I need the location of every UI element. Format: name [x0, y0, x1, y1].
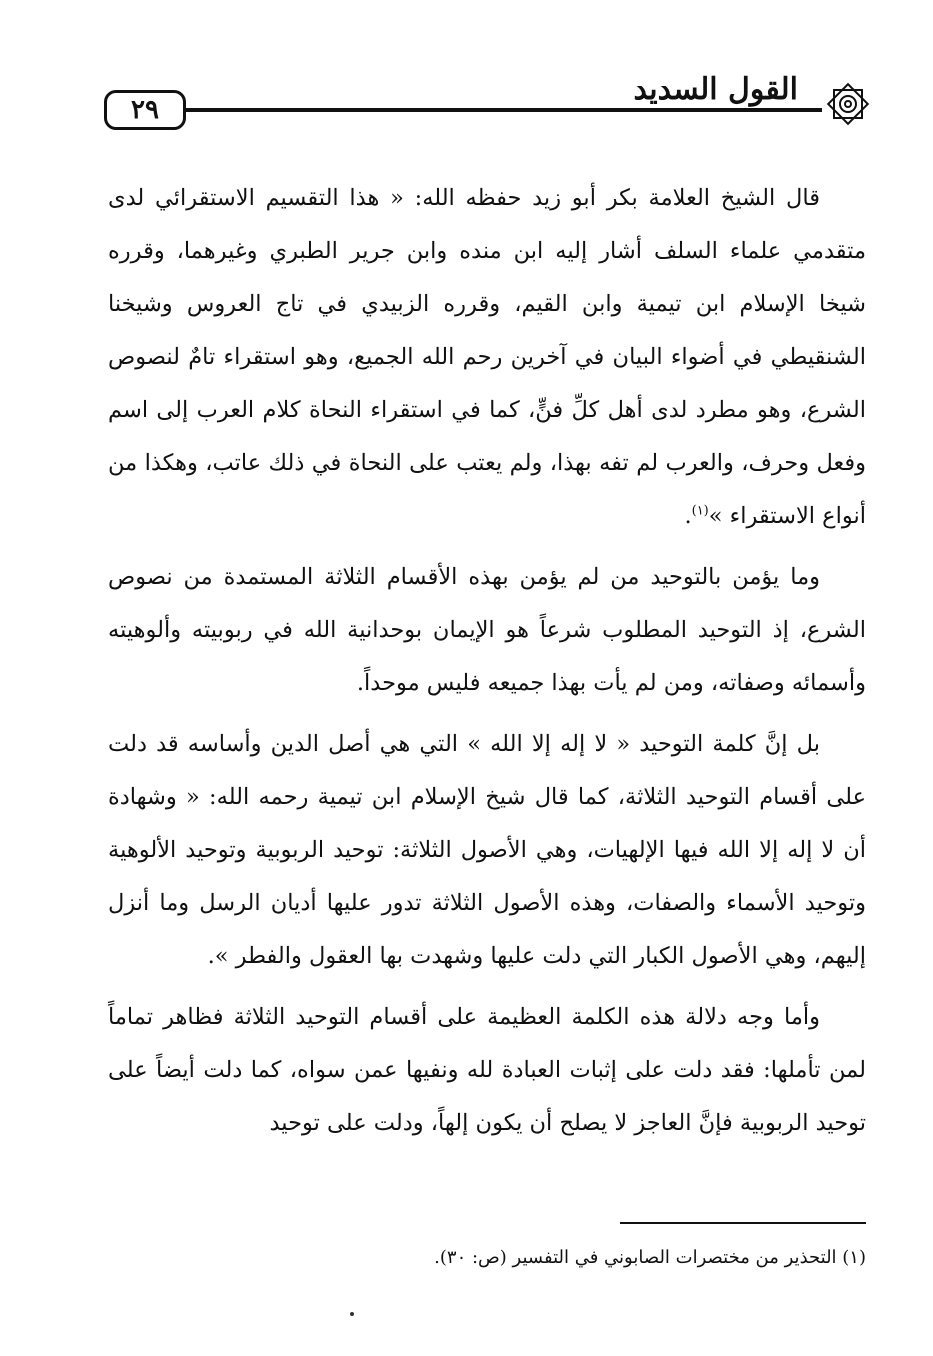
- paragraph-1-text: قال الشيخ العلامة بكر أبو زيد حفظه الله: « هذا التقسيم الاستقرائي لدى متقدمي علماء السلف أشار إليه ابن منده وابن جرير الطبري وغيرهما، وقرره شيخا الإسلام ابن تيمية وابن القيم، وقرره الزبيدي في تاج العروس وشيخنا الشنقيطي في أضواء البيان في آخرين رحم الله الجميع، وهو استقراء تامٌ لنصوص الشرع، وهو مطرد لدى أهل كلِّ فنٍّ، كما في استقراء النحاة كلام العرب إلى اسم وفعل وحرف، والعرب لم تفه بهذا، ولم يعتب على النحاة في ذلك عاتب، وهكذا من أنواع الاستقراء »: [108, 185, 866, 529]
- footnote-marker: (١): [691, 503, 709, 519]
- page-header: [104, 68, 874, 148]
- paragraph-1: [108, 172, 866, 543]
- header-rule: [184, 108, 822, 112]
- footnote: (١) التحذير من مختصرات الصابوني في التفسير (ص: ٣٠).: [434, 1247, 866, 1268]
- paragraph-1-end: .: [684, 503, 692, 529]
- page-speck: [350, 1312, 354, 1316]
- body-text: [108, 172, 866, 1150]
- page-number: ٢٩: [104, 90, 186, 130]
- paragraph-4: وأما وجه دلالة هذه الكلمة العظيمة على أقسام التوحيد الثلاثة فظاهر تماماً لمن تأملها: فقد دلت على إثبات العبادة لله ونفيها عمن سواه، كما دلت أيضاً على توحيد الربوبية فإنَّ العاجز لا يصلح أن يكون إلهاً، ودلت على توحيد: [108, 1004, 866, 1136]
- paragraph-2: وما يؤمن بالتوحيد من لم يؤمن بهذه الأقسام الثلاثة المستمدة من نصوص الشرع، إذ التوحيد المطلوب شرعاً هو الإيمان بوحدانية الله في ربوبيته وألوهيته وأسمائه وصفاته، ومن لم يأت بهذا جميعه فليس موحداً.: [108, 564, 866, 696]
- footnote-separator: [620, 1222, 866, 1224]
- octagram-rosette-icon: [822, 78, 874, 130]
- book-title: القول السديد: [628, 72, 804, 107]
- paragraph-3: بل إنَّ كلمة التوحيد « لا إله إلا الله » التي هي أصل الدين وأساسه قد دلت على أقسام التوحيد الثلاثة، كما قال شيخ الإسلام ابن تيمية رحمه الله: « وشهادة أن لا إله إلا الله فيها الإلهيات، وهي الأصول الثلاثة: توحيد الربوبية وتوحيد الألوهية وتوحيد الأسماء والصفات، وهذه الأصول الثلاثة تدور عليها أديان الرسل وما أنزل إليهم، وهي الأصول الكبار التي دلت عليها وشهدت بها العقول والفطر ».: [108, 731, 866, 969]
